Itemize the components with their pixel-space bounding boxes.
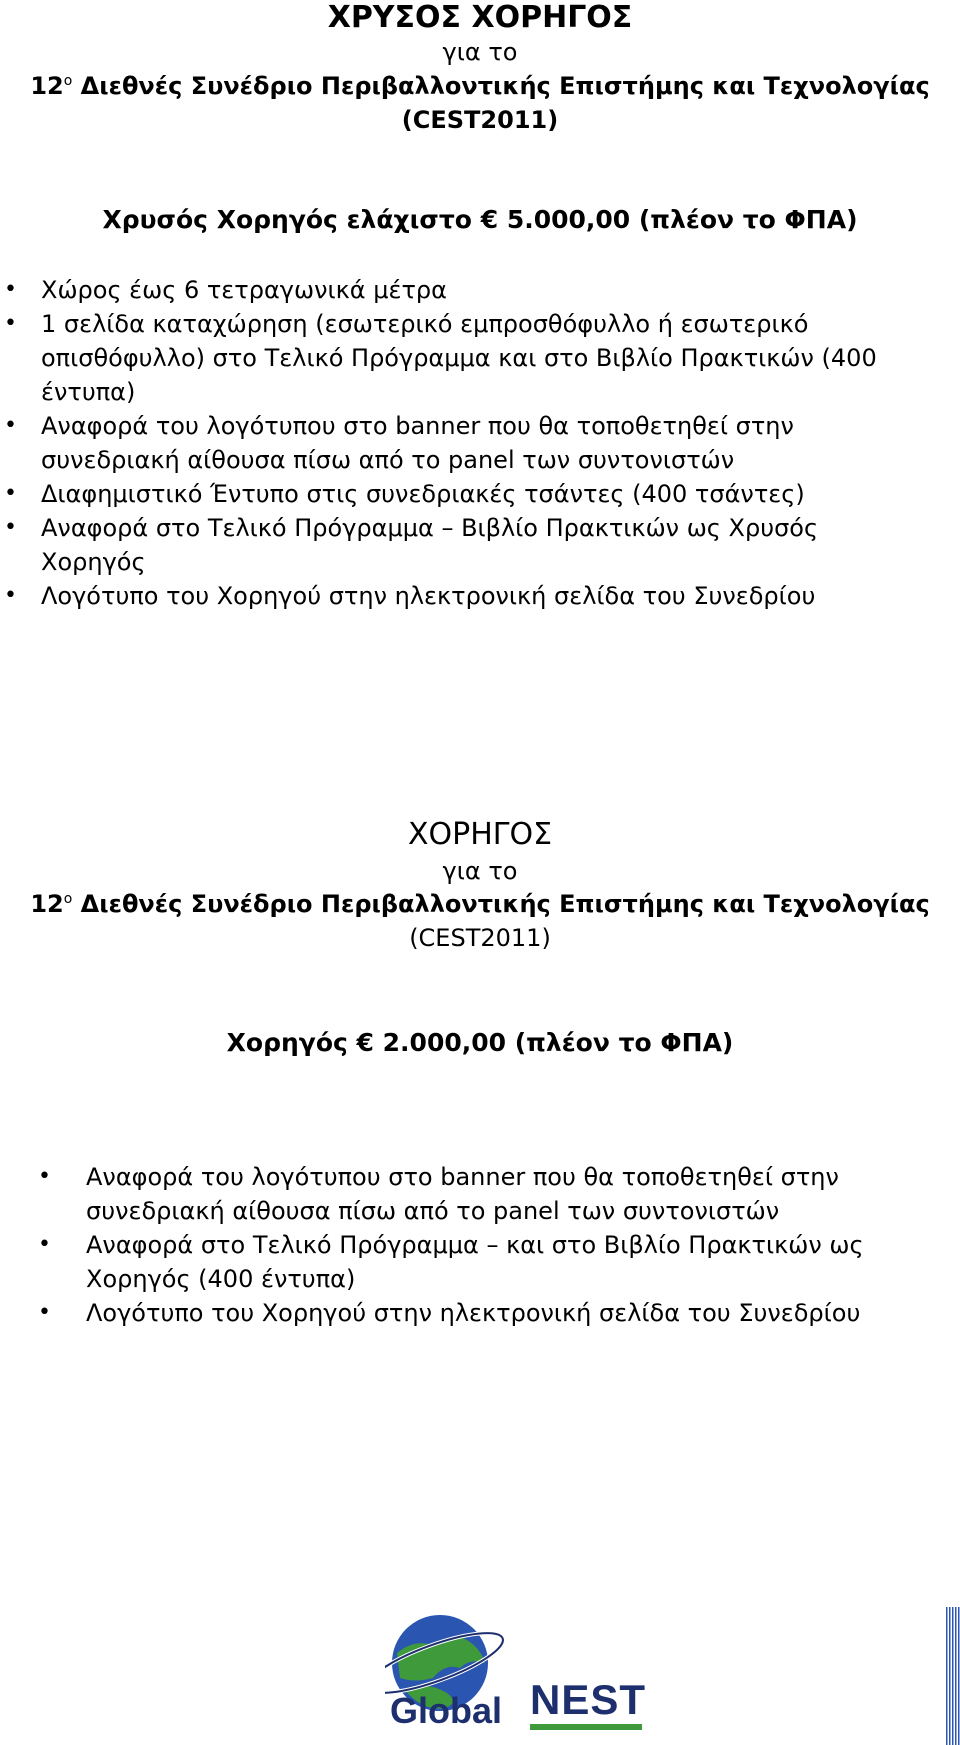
gold-conference-number: 12 (30, 72, 64, 100)
sponsor-conference-abbr: (CEST2011) (409, 924, 551, 952)
list-item-line: Αναφορά στο Τελικό Πρόγραμμα – Βιβλίο Πρακτικών ως Χρυσός (41, 514, 819, 542)
gold-benefits-list (4, 273, 941, 613)
bullet-icon: • (4, 413, 17, 438)
gold-title: ΧΡΥΣΟΣ ΧΟΡΗΓΟΣ (327, 0, 633, 35)
list-item (4, 477, 941, 511)
gold-conference-name (0, 72, 960, 100)
list-item (38, 1228, 946, 1296)
gold-for-label: για το (442, 38, 518, 66)
decorative-lines (945, 1607, 960, 1745)
bullet-icon: • (38, 1232, 51, 1257)
gold-price (0, 205, 960, 234)
list-item-line: 1 σελίδα καταχώρηση (εσωτερικό εμπροσθόφυλλο ή εσωτερικό (41, 310, 809, 338)
list-item-line: Λογότυπο του Χορηγού στην ηλεκτρονική σελίδα του Συνεδρίου (86, 1299, 861, 1327)
gold-conference-ordinal: ο (63, 73, 73, 89)
list-item (4, 409, 941, 477)
sponsor-price-value: 2.000,00 (πλέον το ΦΠΑ) (382, 1028, 734, 1057)
sponsor-conference-title: Διεθνές Συνέδριο Περιβαλλοντικής Επιστήμης και Τεχνολογίας (72, 890, 930, 918)
euro-symbol: € (480, 205, 499, 234)
sponsor-conference-ordinal: ο (63, 891, 73, 907)
gold-price-label: Χρυσός Χορηγός ελάχιστο (102, 205, 472, 234)
bullet-icon: • (4, 277, 17, 302)
gold-price-value: 5.000,00 (πλέον το ΦΠΑ) (506, 205, 858, 234)
bullet-icon: • (4, 515, 17, 540)
list-item-line: συνεδριακή αίθουσα πίσω από το panel των συντονιστών (86, 1197, 780, 1225)
list-item (4, 579, 941, 613)
euro-symbol: € (356, 1028, 374, 1057)
logo-underline (530, 1724, 642, 1730)
list-item-line: οπισθόφυλλο) στο Τελικό Πρόγραμμα και στο Βιβλίο Πρακτικών (400 (41, 344, 877, 372)
sponsor-conference-name (0, 890, 960, 918)
logo-text-nest: NEST (530, 1676, 647, 1723)
sponsor-conference-number: 12 (30, 890, 64, 918)
bullet-icon: • (4, 311, 17, 336)
bullet-icon: • (38, 1300, 51, 1325)
sponsor-price-label: Χορηγός (226, 1028, 348, 1057)
list-item-line: Αναφορά του λογότυπου στο banner που θα τοποθετηθεί στην (41, 412, 794, 440)
sponsor-price (0, 1028, 960, 1057)
list-item (38, 1160, 946, 1228)
gold-conference-abbr: (CEST2011) (401, 106, 559, 134)
logo-text-global: Global (390, 1690, 503, 1731)
sponsor-for-label: για το (442, 857, 518, 885)
list-item (38, 1296, 946, 1330)
list-item-line: Χώρος έως 6 τετραγωνικά μέτρα (41, 276, 447, 304)
list-item-line: Χορηγός (41, 548, 146, 576)
list-item-line: Χορηγός (400 έντυπα) (86, 1265, 356, 1293)
list-item (4, 511, 941, 579)
list-item-line: συνεδριακή αίθουσα πίσω από το panel των συντονιστών (41, 446, 735, 474)
bullet-icon: • (4, 583, 17, 608)
sponsor-title: ΧΟΡΗΓΟΣ (407, 817, 553, 852)
bullet-icon: • (4, 481, 17, 506)
list-item-line: Αναφορά του λογότυπου στο banner που θα τοποθετηθεί στην (86, 1163, 839, 1191)
gold-conference-title: Διεθνές Συνέδριο Περιβαλλοντικής Επιστήμης και Τεχνολογίας (72, 72, 930, 100)
list-item (4, 273, 941, 307)
list-item-line: Λογότυπο του Χορηγού στην ηλεκτρονική σελίδα του Συνεδρίου (41, 582, 816, 610)
list-item-line: Διαφημιστικό Έντυπο στις συνεδριακές τσάντες (400 τσάντες) (41, 480, 805, 508)
bullet-icon: • (38, 1164, 51, 1189)
sponsor-benefits-list (38, 1160, 946, 1330)
list-item (4, 307, 941, 409)
list-item-line: έντυπα) (41, 378, 136, 406)
list-item-line: Αναφορά στο Τελικό Πρόγραμμα – και στο Βιβλίο Πρακτικών ως (86, 1231, 864, 1259)
globalnest-logo (385, 1608, 665, 1738)
